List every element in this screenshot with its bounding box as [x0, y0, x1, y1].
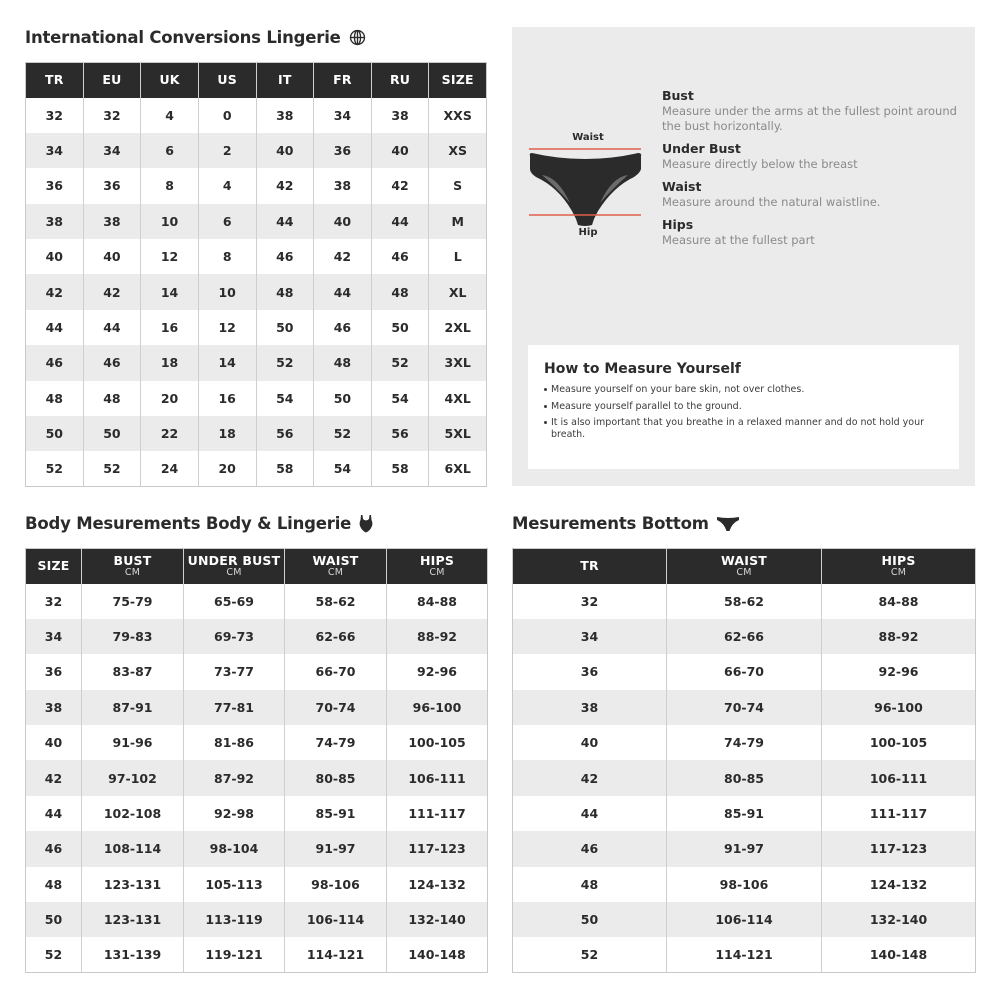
column-header-label: TR — [45, 72, 64, 88]
column-unit: CM — [327, 567, 344, 579]
bodysuit-icon — [359, 515, 373, 533]
table-cell: 54 — [371, 381, 429, 416]
column-header-label: SIZE — [441, 72, 474, 88]
column-unit: CM — [736, 567, 752, 579]
body-measurements-table — [25, 548, 488, 973]
measure-item-hips: Hips Measure at the fullest part — [662, 217, 815, 247]
table-cell: 119-121 — [184, 937, 285, 972]
table-cell: 16 — [198, 381, 256, 416]
table-cell: 38 — [26, 204, 84, 239]
table-cell: 96-100 — [822, 690, 976, 725]
table-cell: 50 — [314, 381, 372, 416]
column-header-label: FR — [333, 72, 352, 88]
table-cell: 85-91 — [667, 796, 822, 831]
table-row — [513, 584, 976, 619]
table-cell: 106-114 — [667, 902, 822, 937]
measurement-instructions — [662, 87, 962, 254]
column-header-label: RU — [389, 72, 411, 88]
briefs-icon — [717, 516, 739, 532]
table-row — [513, 725, 976, 760]
table-cell: 12 — [198, 310, 256, 345]
table-cell: 113-119 — [184, 902, 285, 937]
table-cell: 48 — [256, 274, 314, 309]
table-cell: 48 — [513, 867, 667, 902]
table-row — [26, 867, 488, 902]
table-cell: 40 — [513, 725, 667, 760]
table-cell: 44 — [26, 310, 84, 345]
table-cell: 58 — [256, 451, 314, 486]
table-cell: 131-139 — [82, 937, 184, 972]
table-cell: 4XL — [429, 381, 487, 416]
table-cell: 20 — [141, 381, 199, 416]
table-cell: S — [429, 168, 487, 203]
table-row — [513, 831, 976, 866]
table-cell: 36 — [83, 168, 141, 203]
table-cell: 34 — [26, 619, 82, 654]
table-cell: 32 — [26, 584, 82, 619]
table-cell: 42 — [314, 239, 372, 274]
table-cell: 62-66 — [285, 619, 387, 654]
table-cell: 140-148 — [387, 937, 488, 972]
table-cell: 50 — [26, 416, 84, 451]
table-cell: 36 — [513, 654, 667, 689]
table-cell: 56 — [256, 416, 314, 451]
column-header — [82, 549, 184, 584]
column-header — [184, 549, 285, 584]
table-row — [513, 760, 976, 795]
figure-hip-label: Hip — [578, 227, 598, 238]
column-header-label: UK — [159, 72, 180, 88]
table-cell: 70-74 — [285, 690, 387, 725]
table-row — [26, 239, 487, 274]
table-cell: 102-108 — [82, 796, 184, 831]
table-row — [26, 937, 488, 972]
figure-waist-label: Waist — [572, 132, 604, 143]
table-cell: 42 — [371, 168, 429, 203]
table-cell: 10 — [141, 204, 199, 239]
table-cell: 20 — [198, 451, 256, 486]
table-cell: 132-140 — [387, 902, 488, 937]
table-cell: 5XL — [429, 416, 487, 451]
table-cell: XS — [429, 133, 487, 168]
column-header-label: US — [217, 72, 237, 88]
international-title-text: International Conversions Lingerie — [25, 28, 341, 47]
bottom-measurements-table — [512, 548, 976, 973]
table-cell: 6 — [141, 133, 199, 168]
table-cell: 44 — [83, 310, 141, 345]
table-cell: 50 — [371, 310, 429, 345]
table-cell: 36 — [26, 654, 82, 689]
table-cell: 77-81 — [184, 690, 285, 725]
table-cell: 114-121 — [285, 937, 387, 972]
table-cell: 98-106 — [667, 867, 822, 902]
table-cell: 12 — [141, 239, 199, 274]
table-cell: 97-102 — [82, 760, 184, 795]
howto-bullet: It is also important that you breathe in a relaxed manner and do not hold your breath. — [544, 417, 943, 440]
table-row — [26, 274, 487, 309]
table-cell: 42 — [256, 168, 314, 203]
table-cell: 42 — [26, 274, 84, 309]
table-cell: 75-79 — [82, 584, 184, 619]
table-row — [26, 690, 488, 725]
globe-icon — [349, 29, 366, 46]
table-cell: 8 — [141, 168, 199, 203]
table-cell: 92-96 — [387, 654, 488, 689]
bottom-measurements-title — [512, 514, 739, 533]
table-cell: 44 — [513, 796, 667, 831]
body-title-text: Body Mesurements Body & Lingerie — [25, 514, 352, 533]
table-cell: 24 — [141, 451, 199, 486]
column-header-label: WAIST — [720, 552, 768, 568]
table-cell: 62-66 — [667, 619, 822, 654]
table-row — [26, 760, 488, 795]
table-cell: 36 — [26, 168, 84, 203]
table-cell: 85-91 — [285, 796, 387, 831]
body-measurements-title — [25, 514, 373, 533]
table-row — [513, 902, 976, 937]
table-cell: 114-121 — [667, 937, 822, 972]
table-cell: 46 — [83, 345, 141, 380]
table-cell: 6 — [198, 204, 256, 239]
table-cell: 48 — [26, 381, 84, 416]
table-cell: 74-79 — [285, 725, 387, 760]
table-cell: 52 — [26, 451, 84, 486]
table-row — [513, 654, 976, 689]
table-cell: 34 — [513, 619, 667, 654]
table-cell: XL — [429, 274, 487, 309]
column-header-label: IT — [278, 72, 292, 88]
table-cell: 66-70 — [667, 654, 822, 689]
table-cell: 18 — [198, 416, 256, 451]
column-header — [83, 63, 141, 98]
table-row — [26, 654, 488, 689]
column-header — [256, 63, 314, 98]
table-cell: 58 — [371, 451, 429, 486]
table-cell: 92-96 — [822, 654, 976, 689]
table-cell: 32 — [83, 98, 141, 133]
table-cell: 34 — [26, 133, 84, 168]
table-cell: 40 — [314, 204, 372, 239]
table-cell: 48 — [26, 867, 82, 902]
table-cell: 38 — [26, 690, 82, 725]
table-row — [513, 619, 976, 654]
table-cell: 81-86 — [184, 725, 285, 760]
table-cell: 123-131 — [82, 867, 184, 902]
table-cell: M — [429, 204, 487, 239]
column-header — [429, 63, 487, 98]
table-row — [513, 867, 976, 902]
table-cell: 46 — [314, 310, 372, 345]
table-cell: 88-92 — [822, 619, 976, 654]
table-cell: 40 — [26, 725, 82, 760]
table-cell: 91-96 — [82, 725, 184, 760]
table-cell: 46 — [26, 831, 82, 866]
table-cell: 105-113 — [184, 867, 285, 902]
table-cell: 79-83 — [82, 619, 184, 654]
table-cell: 100-105 — [387, 725, 488, 760]
table-cell: 140-148 — [822, 937, 976, 972]
table-cell: 36 — [314, 133, 372, 168]
table-row — [26, 98, 487, 133]
table-cell: 83-87 — [82, 654, 184, 689]
table-row — [26, 584, 488, 619]
table-cell: 50 — [26, 902, 82, 937]
table-cell: 42 — [513, 760, 667, 795]
table-cell: 80-85 — [667, 760, 822, 795]
table-cell: 98-104 — [184, 831, 285, 866]
table-cell: 132-140 — [822, 902, 976, 937]
table-cell: 111-117 — [822, 796, 976, 831]
table-cell: 38 — [371, 98, 429, 133]
howto-bullet: Measure yourself parallel to the ground. — [544, 401, 943, 413]
column-unit: CM — [890, 567, 907, 579]
table-cell: 48 — [371, 274, 429, 309]
table-cell: 58-62 — [285, 584, 387, 619]
table-cell: 106-111 — [822, 760, 976, 795]
table-row — [26, 204, 487, 239]
column-unit: CM — [226, 567, 242, 579]
how-to-measure-title: How to Measure Yourself — [544, 361, 741, 377]
table-row — [26, 451, 487, 486]
column-header — [26, 549, 82, 584]
table-cell: 96-100 — [387, 690, 488, 725]
table-row — [26, 133, 487, 168]
table-cell: 98-106 — [285, 867, 387, 902]
table-cell: 3XL — [429, 345, 487, 380]
table-cell: 18 — [141, 345, 199, 380]
table-cell: 46 — [256, 239, 314, 274]
table-cell: L — [429, 239, 487, 274]
column-header-label: EU — [102, 72, 122, 88]
table-cell: 40 — [371, 133, 429, 168]
table-cell: 14 — [141, 274, 199, 309]
column-header-label: UNDER BUST — [187, 552, 281, 568]
table-cell: 69-73 — [184, 619, 285, 654]
table-cell: 52 — [256, 345, 314, 380]
table-row — [26, 416, 487, 451]
table-cell: 44 — [371, 204, 429, 239]
column-unit: CM — [429, 567, 445, 579]
table-cell: 48 — [314, 345, 372, 380]
table-cell: 70-74 — [667, 690, 822, 725]
measure-item-bust: Bust Measure under the arms at the fullest point around the bust horizontally. — [662, 88, 957, 133]
howto-bullet: Measure yourself on your bare skin, not over clothes. — [544, 384, 943, 396]
table-cell: 22 — [141, 416, 199, 451]
table-cell: 80-85 — [285, 760, 387, 795]
table-cell: 54 — [314, 451, 372, 486]
table-cell: 88-92 — [387, 619, 488, 654]
table-cell: 91-97 — [667, 831, 822, 866]
table-row — [26, 310, 487, 345]
column-header-label: HIPS — [881, 552, 916, 568]
international-conversions-table — [25, 62, 487, 487]
table-cell: 117-123 — [822, 831, 976, 866]
table-cell: 73-77 — [184, 654, 285, 689]
column-header — [314, 63, 372, 98]
table-row — [26, 902, 488, 937]
column-header — [371, 63, 429, 98]
column-header — [26, 63, 84, 98]
table-cell: 46 — [513, 831, 667, 866]
table-cell: 56 — [371, 416, 429, 451]
table-row — [26, 619, 488, 654]
column-header-label: TR — [580, 558, 599, 574]
table-row — [26, 381, 487, 416]
table-cell: 8 — [198, 239, 256, 274]
table-cell: 40 — [256, 133, 314, 168]
table-cell: 40 — [26, 239, 84, 274]
table-cell: 50 — [256, 310, 314, 345]
column-header-label: SIZE — [37, 558, 70, 574]
table-row — [26, 725, 488, 760]
table-row — [26, 345, 487, 380]
column-header — [667, 549, 822, 584]
table-cell: 50 — [83, 416, 141, 451]
measurement-guide-panel — [512, 27, 975, 486]
table-cell: 6XL — [429, 451, 487, 486]
column-header — [198, 63, 256, 98]
table-cell: 100-105 — [822, 725, 976, 760]
table-cell: 84-88 — [822, 584, 976, 619]
table-cell: 54 — [256, 381, 314, 416]
table-cell: 40 — [83, 239, 141, 274]
table-cell: 87-92 — [184, 760, 285, 795]
table-cell: 58-62 — [667, 584, 822, 619]
table-cell: 123-131 — [82, 902, 184, 937]
table-cell: 38 — [256, 98, 314, 133]
table-row — [513, 690, 976, 725]
table-cell: 106-114 — [285, 902, 387, 937]
table-cell: 42 — [83, 274, 141, 309]
table-row — [26, 796, 488, 831]
bottom-title-text: Mesurements Bottom — [512, 514, 709, 533]
table-cell: 48 — [83, 381, 141, 416]
table-row — [26, 168, 487, 203]
table-cell: 52 — [26, 937, 82, 972]
table-cell: 108-114 — [82, 831, 184, 866]
how-to-measure-box — [528, 345, 959, 469]
table-cell: 124-132 — [387, 867, 488, 902]
column-header — [141, 63, 199, 98]
table-row — [513, 937, 976, 972]
column-header — [285, 549, 387, 584]
column-header-label: BUST — [113, 552, 152, 568]
table-cell: 117-123 — [387, 831, 488, 866]
table-cell: 0 — [198, 98, 256, 133]
table-cell: 124-132 — [822, 867, 976, 902]
table-cell: 52 — [314, 416, 372, 451]
table-cell: 111-117 — [387, 796, 488, 831]
table-cell: 4 — [141, 98, 199, 133]
column-header — [513, 549, 667, 584]
column-unit: CM — [124, 567, 141, 579]
how-to-measure-list — [544, 384, 943, 440]
column-header-label: HIPS — [419, 552, 455, 568]
table-cell: 38 — [513, 690, 667, 725]
column-header — [822, 549, 976, 584]
column-header-label: WAIST — [312, 552, 359, 568]
table-cell: 52 — [83, 451, 141, 486]
briefs-measurement-figure — [528, 127, 648, 247]
table-cell: 66-70 — [285, 654, 387, 689]
measure-item-waist: Waist Measure around the natural waistline. — [662, 179, 881, 209]
table-cell: 87-91 — [82, 690, 184, 725]
briefs-illustration-icon — [528, 139, 648, 239]
table-cell: 106-111 — [387, 760, 488, 795]
table-cell: 2XL — [429, 310, 487, 345]
table-cell: 46 — [371, 239, 429, 274]
table-cell: 38 — [314, 168, 372, 203]
table-cell: 42 — [26, 760, 82, 795]
table-row — [513, 796, 976, 831]
table-cell: 2 — [198, 133, 256, 168]
table-cell: 84-88 — [387, 584, 488, 619]
table-cell: 52 — [371, 345, 429, 380]
table-cell: 65-69 — [184, 584, 285, 619]
table-cell: 91-97 — [285, 831, 387, 866]
table-cell: 32 — [26, 98, 84, 133]
table-cell: 52 — [513, 937, 667, 972]
table-cell: 34 — [314, 98, 372, 133]
table-cell: 50 — [513, 902, 667, 937]
table-cell: 44 — [256, 204, 314, 239]
table-row — [26, 831, 488, 866]
measure-item-under-bust: Under Bust Measure directly below the breast — [662, 141, 858, 171]
table-cell: 38 — [83, 204, 141, 239]
table-cell: 44 — [26, 796, 82, 831]
table-cell: 16 — [141, 310, 199, 345]
table-cell: 10 — [198, 274, 256, 309]
table-cell: 34 — [83, 133, 141, 168]
table-cell: 32 — [513, 584, 667, 619]
table-cell: 4 — [198, 168, 256, 203]
table-cell: 46 — [26, 345, 84, 380]
table-cell: 14 — [198, 345, 256, 380]
table-cell: 74-79 — [667, 725, 822, 760]
table-cell: 92-98 — [184, 796, 285, 831]
column-header — [387, 549, 488, 584]
international-conversions-title — [25, 28, 366, 47]
table-cell: XXS — [429, 98, 487, 133]
table-cell: 44 — [314, 274, 372, 309]
